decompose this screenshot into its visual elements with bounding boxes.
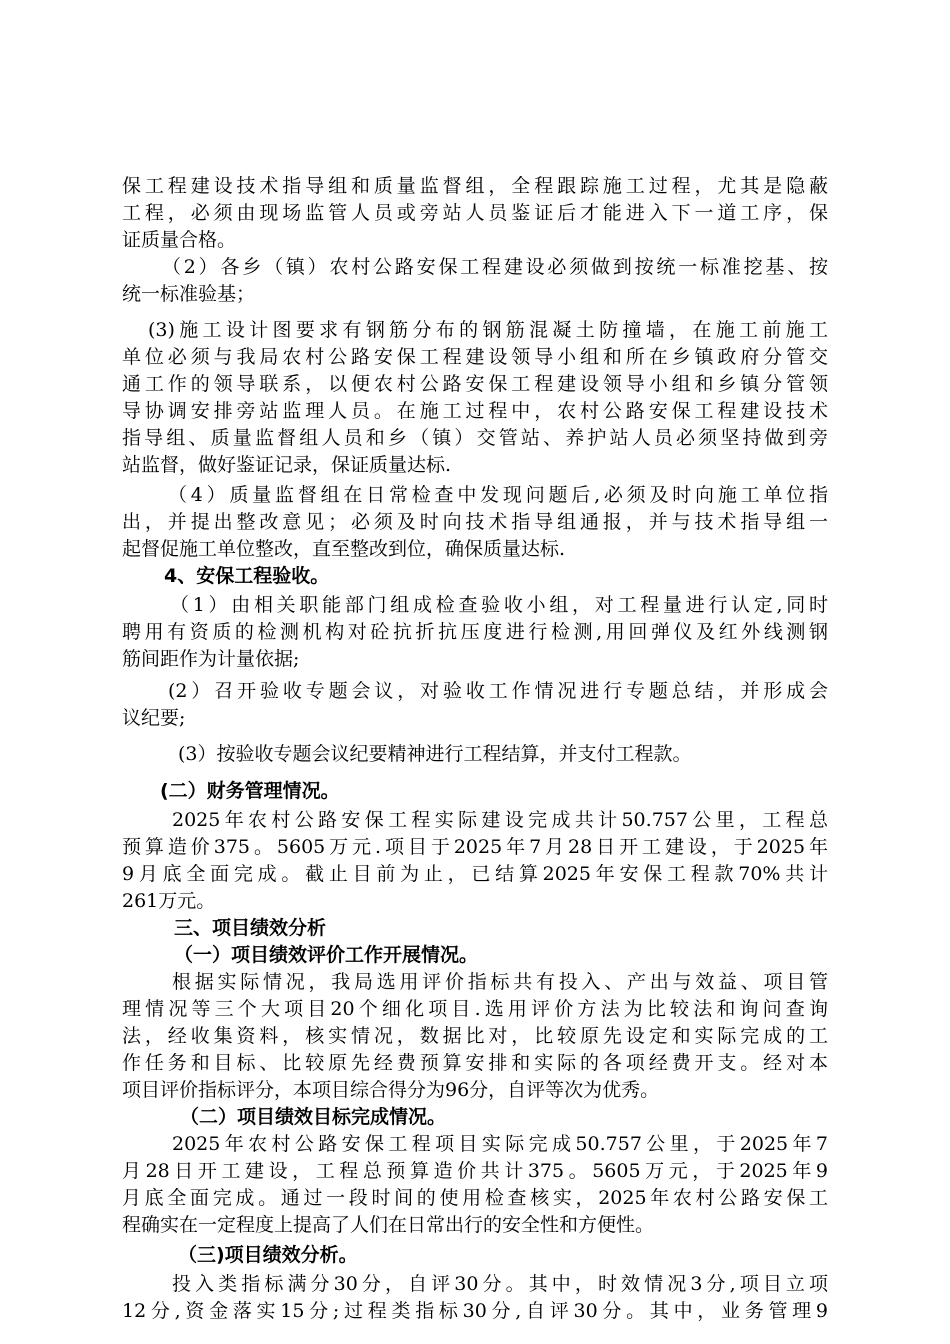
section-heading: （二）项目绩效目标完成情况。 — [180, 1106, 447, 1128]
paragraph-line: (3)施工设计图要求有钢筋分布的钢筋混凝土防撞墙，在施工前施工 — [148, 319, 828, 341]
paragraph-line: 2025年农村公路安保工程项目实际完成50.757公里，于2025年7 — [172, 1133, 828, 1155]
paragraph-line: (3）按验收专题会议纪要精神进行工程结算，并支付工程款。 — [178, 743, 692, 765]
paragraph-line: 2025年农村公路安保工程实际建设完成共计50.757公里，工程总 — [172, 809, 828, 831]
paragraph-line: 根据实际情况，我局选用评价指标共有投入、产出与效益、项目管 — [172, 971, 828, 993]
paragraph-line: (2）召开验收专题会议，对验收工作情况进行专题总结，并形成会 — [168, 680, 828, 702]
paragraph-line: 12分,资金落实15分;过程类指标30分,自评30分。其中，业务管理9 — [122, 1300, 828, 1322]
paragraph-line: 站监督，做好鉴证记录，保证质量达标. — [122, 454, 452, 476]
paragraph-line: 单位必须与我局农村公路安保工程建设领导小组和所在乡镇政府分管交 — [122, 346, 828, 368]
section-heading: 三、项目绩效分析 — [174, 917, 327, 939]
section-heading: 4、安保工程验收。 — [164, 565, 330, 587]
paragraph-line: 证质量合格。 — [122, 229, 237, 251]
paragraph-line: 出，并提出整改意见；必须及时向技术指导组通报，并与技术指导组一 — [122, 511, 828, 533]
paragraph-line: 议纪要; — [122, 707, 186, 729]
paragraph-line: 通工作的领导联系，以便农村公路安保工程建设领导小组和乡镇分管领 — [122, 373, 828, 395]
paragraph-line: 导协调安排旁站监理人员。在施工过程中，农村公路安保工程建设技术 — [122, 400, 828, 422]
paragraph-line: 月底全面完成。通过一段时间的使用检查核实，2025年农村公路安保工 — [122, 1187, 828, 1209]
paragraph-line: 筋间距作为计量依据; — [122, 648, 300, 670]
section-heading: （三)项目绩效分析。 — [178, 1244, 358, 1266]
paragraph-line: （2）各乡（镇）农村公路安保工程建设必须做到按统一标准挖基、按 — [162, 256, 828, 278]
paragraph-line: 法，经收集资料，核实情况，数据比对，比较原先设定和实际完成的工 — [122, 1025, 828, 1047]
paragraph-line: （1）由相关职能部门组成检查验收小组，对工程量进行认定,同时 — [170, 594, 828, 616]
paragraph-line: 投入类指标满分30分，自评30分。其中，时效情况3分,项目立项 — [172, 1273, 828, 1295]
paragraph-line: （4）质量监督组在日常检查中发现问题后,必须及时向施工单位指 — [168, 484, 828, 506]
paragraph-line: 统一标准验基； — [122, 283, 256, 305]
section-heading: (二）财务管理情况。 — [160, 780, 340, 802]
paragraph-line: 保工程建设技术指导组和质量监督组，全程跟踪施工过程，尤其是隐蔽 — [122, 175, 828, 197]
paragraph-line: 工程，必须由现场监管人员或旁站人员鉴证后才能进入下一道工序，保 — [122, 202, 828, 224]
paragraph-line: 聘用有资质的检测机构对砼抗折抗压度进行检测,用回弹仪及红外线测钢 — [122, 621, 828, 643]
paragraph-line: 作任务和目标、比较原先经费预算安排和实际的各项经费开支。经对本 — [122, 1052, 828, 1074]
paragraph-line: 项目评价指标评分，本项目综合得分为96分，自评等次为优秀。 — [122, 1079, 660, 1101]
section-heading: （一）项目绩效评价工作开展情况。 — [174, 944, 479, 966]
paragraph-line: 261万元。 — [122, 890, 216, 912]
paragraph-line: 起督促施工单位整改，直至整改到位，确保质量达标. — [122, 538, 566, 560]
paragraph-line: 指导组、质量监督组人员和乡（镇）交管站、养护站人员必须坚持做到旁 — [122, 427, 828, 449]
paragraph-line: 9月底全面完成。截止目前为止，已结算2025年安保工程款70%共计 — [122, 863, 828, 885]
paragraph-line: 月28日开工建设，工程总预算造价共计375。5605万元，于2025年9 — [122, 1160, 828, 1182]
paragraph-line: 程确实在一定程度上提高了人们在日常出行的安全性和方便性。 — [122, 1214, 655, 1236]
paragraph-line: 预算造价375。5605万元.项目于2025年7月28日开工建设，于2025年 — [122, 836, 828, 858]
paragraph-line: 理情况等三个大项目20个细化项目.选用评价方法为比较法和询问查询 — [122, 998, 828, 1020]
